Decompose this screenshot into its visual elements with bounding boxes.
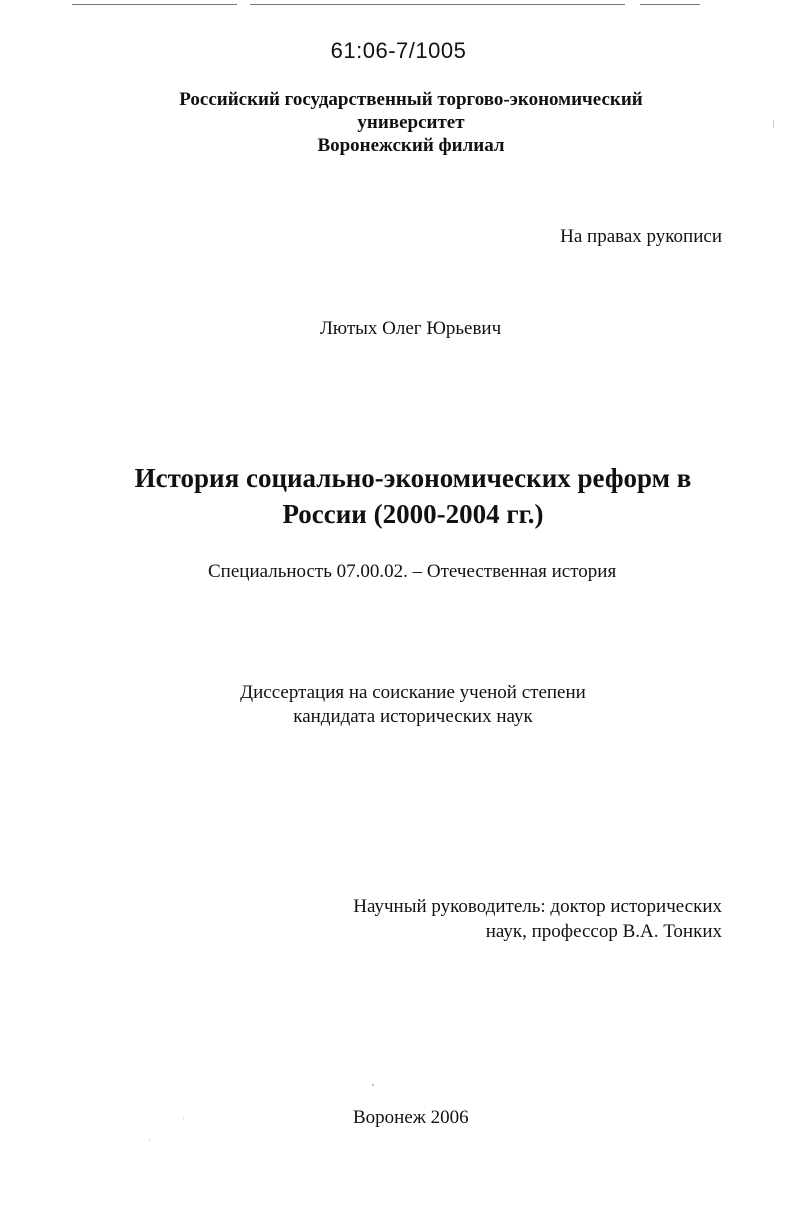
organization-line-2: университет bbox=[357, 112, 465, 133]
degree-statement bbox=[0, 681, 797, 729]
title-line-1: История социально-экономических реформ в bbox=[134, 463, 692, 493]
manuscript-note: На правах рукописи bbox=[560, 226, 722, 247]
advisor-line-2: наук, профессор В.А. Тонких bbox=[485, 921, 722, 942]
top-rule-center bbox=[250, 4, 625, 5]
catalog-code: 61:06-7/1005 bbox=[330, 38, 467, 63]
city-year: Воронеж 2006 bbox=[353, 1107, 469, 1128]
organization-line-1: Российский государственный торгово-экономический bbox=[179, 89, 643, 110]
degree-line-2: кандидата исторических наук bbox=[293, 706, 533, 727]
advisor-line-1: Научный руководитель: доктор исторических bbox=[353, 896, 722, 917]
scan-speck bbox=[149, 1140, 150, 1141]
scientific-advisor bbox=[353, 894, 722, 944]
scan-speck bbox=[183, 1118, 184, 1119]
top-rule-right bbox=[640, 4, 700, 5]
specialty-line: Специальность 07.00.02. – Отечественная история bbox=[208, 561, 617, 582]
top-rule-left bbox=[72, 4, 237, 5]
title-line-2: России (2000-2004 гг.) bbox=[282, 499, 544, 529]
organization-line-3: Воронежский филиал bbox=[317, 135, 505, 156]
scan-speck bbox=[773, 120, 774, 128]
degree-line-1: Диссертация на соискание ученой степени bbox=[240, 682, 586, 703]
dissertation-title bbox=[0, 460, 797, 532]
author-name: Лютых Олег Юрьевич bbox=[320, 318, 502, 339]
scan-speck bbox=[372, 1084, 374, 1086]
organization-block bbox=[0, 88, 797, 157]
